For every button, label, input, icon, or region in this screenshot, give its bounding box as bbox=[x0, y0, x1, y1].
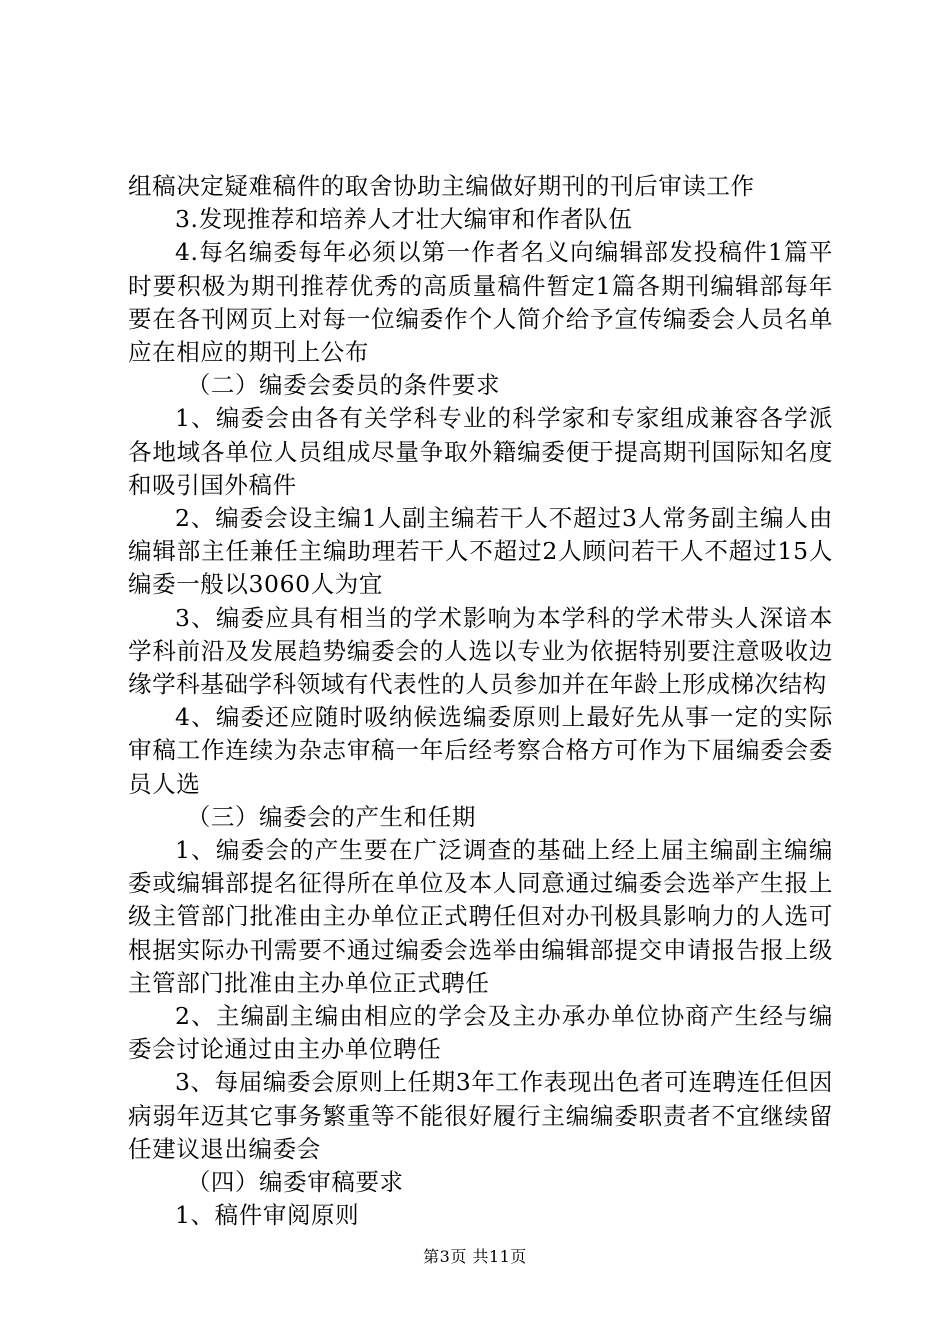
section-heading: （三）编委会的产生和任期 bbox=[186, 802, 476, 831]
page-number-footer: 第3页 共11页 bbox=[423, 1247, 527, 1266]
paragraph: 4.每名编委每年必须以第一作者名义向编辑部发投稿件1篇平时要积极为期刊推荐优秀的高质量稿件暂定1篇各期刊编辑部每年要在各刊网页上对每一位编委作个人简介给予宣传编委会人员名单应在相应的期刊上公布 bbox=[128, 238, 833, 367]
paragraph: 3、每届编委会原则上任期3年工作表现出色者可连聘连任但因病弱年迈其它事务繁重等不能很好履行主编编委职责者不宜继续留任建议退出编委会 bbox=[128, 1068, 833, 1163]
paragraph: 1、稿件审阅原则 bbox=[175, 1201, 360, 1230]
paragraph: 2、编委会设主编1人副主编若干人不超过3人常务副主编人由编辑部主任兼任主编助理若干人不超过2人顾问若干人不超过15人编委一般以3060人为宜 bbox=[128, 504, 833, 599]
document-body bbox=[128, 170, 833, 1233]
paragraph: 4、编委还应随时吸纳候选编委原则上最好先从事一定的实际审稿工作连续为杂志审稿一年后经考察合格方可作为下届编委会委员人选 bbox=[128, 703, 833, 798]
section-heading: （二）编委会委员的条件要求 bbox=[186, 371, 501, 400]
paragraph: 组稿决定疑难稿件的取舍协助主编做好期刊的刊后审读工作 bbox=[128, 172, 755, 200]
paragraph: 1、编委会的产生要在广泛调查的基础上经上届主编副主编编委或编辑部提名征得所在单位及本人同意通过编委会选举产生报上级主管部门批准由主办单位正式聘任但对办刊极具影响力的人选可根据实际办刊需要不通过编委会选举由编辑部提交申请报告报上级主管部门批准由主办单位正式聘任 bbox=[128, 836, 833, 997]
section-heading: （四）编委审稿要求 bbox=[186, 1168, 404, 1197]
paragraph: 1、编委会由各有关学科专业的科学家和专家组成兼容各学派各地域各单位人员组成尽量争取外籍编委便于提高期刊国际知名度和吸引国外稿件 bbox=[128, 404, 833, 499]
paragraph: 3.发现推荐和培养人才壮大编审和作者队伍 bbox=[175, 205, 633, 234]
paragraph: 3、编委应具有相当的学术影响为本学科的学术带头人深谙本学科前沿及发展趋势编委会的人选以专业为依据特别要注意吸收边缘学科基础学科领域有代表性的人员参加并在年龄上形成梯次结构 bbox=[128, 603, 833, 699]
paragraph: 2、主编副主编由相应的学会及主办承办单位协商产生经与编委会讨论通过由主办单位聘任 bbox=[128, 1002, 833, 1064]
